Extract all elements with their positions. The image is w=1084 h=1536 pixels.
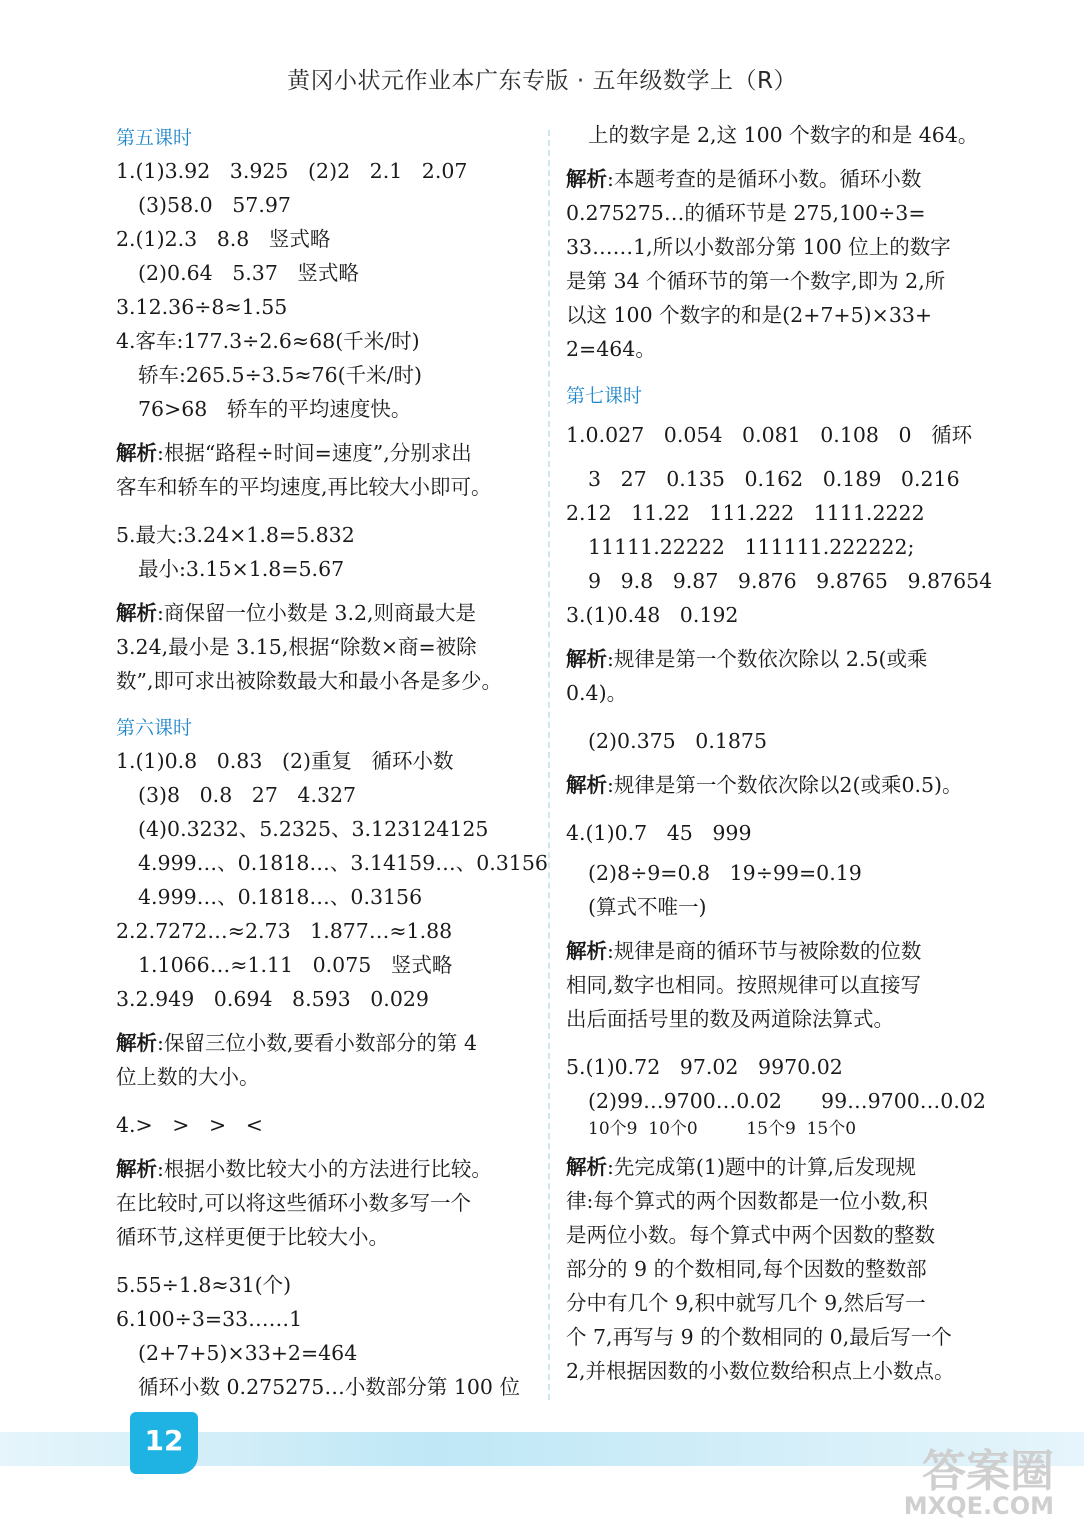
analysis-text: 个 7,再写与 9 的个数相同的 0,最后写一个 (566, 1325, 952, 1349)
analysis-text: 客车和轿车的平均速度,再比较大小即可。 (116, 475, 492, 499)
analysis-label: 解析 (116, 1157, 157, 1181)
analysis-label: 解析 (566, 773, 607, 797)
analysis-text: 出后面括号里的数及两道除法算式。 (566, 1007, 894, 1031)
answer-line: 5.55÷1.8≈31(个) (116, 1273, 292, 1297)
watermark-url: MXQE.COM (903, 1492, 1054, 1520)
analysis-text: :规律是商的循环节与被除数的位数 (607, 939, 922, 963)
answer-line: (2)8÷9=0.8 19÷99=0.19 (588, 861, 862, 885)
answer-line: 3.2.949 0.694 8.593 0.029 (116, 987, 429, 1011)
answer-line: 5.(1)0.72 97.02 9970.02 (566, 1055, 843, 1079)
analysis-label: 解析 (566, 1155, 607, 1179)
analysis-paragraph (566, 642, 978, 710)
answer-line: (3)8 0.8 27 4.327 (138, 783, 357, 807)
analysis-label: 解析 (566, 647, 607, 671)
analysis-text: :规律是第一个数依次除以2(或乘0.5)。 (607, 773, 963, 797)
answer-line: 4.> > > < (116, 1113, 263, 1137)
analysis-paragraph (116, 1152, 536, 1254)
answer-line: (算式不唯一) (588, 895, 707, 919)
answer-line: (2)0.64 5.37 竖式略 (138, 261, 359, 285)
analysis-paragraph (116, 596, 536, 698)
analysis-text: :根据小数比较大小的方法进行比较。 (157, 1157, 492, 1181)
watermark-logo (903, 1446, 1054, 1520)
answer-line: 4.(1)0.7 45 999 (566, 821, 752, 845)
analysis-paragraph (116, 436, 536, 504)
page-number: 12 (130, 1412, 198, 1474)
analysis-text: 部分的 9 的个数相同,每个因数的整数部 (566, 1257, 927, 1281)
answer-line: 9 9.8 9.87 9.876 9.8765 9.87654 (588, 569, 993, 593)
analysis-label: 解析 (116, 601, 157, 625)
column-divider (548, 130, 550, 1400)
answer-line: 2.12 11.22 111.222 1111.2222 (566, 501, 925, 525)
analysis-text: 位上数的大小。 (116, 1065, 260, 1089)
answer-line: (2)0.375 0.1875 (588, 729, 768, 753)
analysis-text: 相同,数字也相同。按照规律可以直接写 (566, 973, 922, 997)
answer-line: 3.(1)0.48 0.192 (566, 603, 739, 627)
answer-line: 4.客车:177.3÷2.6≈68(千米/时) (116, 329, 420, 353)
answer-line: 6.100÷3=33……1 (116, 1307, 303, 1331)
answer-line: 1.0.027 0.054 0.081 0.108 0 循环 (566, 423, 973, 447)
brace-labels: 10个9 10个0 15个9 15个0 (588, 1119, 857, 1139)
analysis-paragraph (566, 162, 978, 366)
analysis-paragraph (566, 934, 978, 1036)
analysis-label: 解析 (566, 167, 607, 191)
answer-line: (2+7+5)×33+2=464 (138, 1341, 358, 1365)
analysis-text: 3.24,最小是 3.15,根据“除数×商=被除 (116, 635, 477, 659)
analysis-label: 解析 (116, 441, 157, 465)
analysis-text: 数”,即可求出被除数最大和最小各是多少。 (116, 669, 502, 693)
analysis-text: 律:每个算式的两个因数都是一位小数,积 (566, 1189, 928, 1213)
answer-line: 1.1066…≈1.11 0.075 竖式略 (138, 953, 453, 977)
right-column (566, 118, 993, 1402)
analysis-text: :商保留一位小数是 3.2,则商最大是 (157, 601, 477, 625)
section-title-lesson5: 第五课时 (116, 127, 193, 149)
analysis-text: 2,并根据因数的小数位数给积点上小数点。 (566, 1359, 955, 1383)
analysis-text: 是第 34 个循环节的第一个数字,即为 2,所 (566, 269, 946, 293)
analysis-paragraph (566, 1150, 978, 1388)
section-title-lesson7: 第七课时 (566, 385, 643, 407)
analysis-paragraph (566, 768, 978, 802)
answer-line: 2.2.7272…≈2.73 1.877…≈1.88 (116, 919, 453, 943)
analysis-text: :本题考查的是循环小数。循环小数 (607, 167, 922, 191)
running-header: 黄冈小状元作业本广东专版 · 五年级数学上（R） (287, 68, 797, 94)
answer-line: 上的数字是 2,这 100 个数字的和是 464。 (588, 123, 979, 147)
answer-line: (3)58.0 57.97 (138, 193, 291, 217)
answer-line: 4.999…、0.1818…、0.3156 (138, 885, 423, 909)
answer-line: (2)99…9700…0.02 99…9700…0.02 (588, 1089, 986, 1113)
analysis-text: 0.275275…的循环节是 275,100÷3= (566, 201, 926, 225)
answer-line: (4)0.3232、5.2325、3.123124125 (138, 817, 489, 841)
left-column (116, 118, 548, 1404)
answer-line: 轿车:265.5÷3.5≈76(千米/时) (138, 363, 423, 387)
analysis-text: 在比较时,可以将这些循环小数多写一个 (116, 1191, 472, 1215)
analysis-text: 分中有几个 9,积中就写几个 9,然后写一 (566, 1291, 926, 1315)
analysis-text: :根据“路程÷时间=速度”,分别求出 (157, 441, 472, 465)
analysis-text: :先完成第(1)题中的计算,后发现规 (607, 1155, 916, 1179)
answer-line: 4.999…、0.1818…、3.14159…、0.3156 (138, 851, 548, 875)
analysis-text: 循环节,这样更便于比较大小。 (116, 1225, 390, 1249)
answer-line: 76>68 轿车的平均速度快。 (138, 397, 412, 421)
watermark-title: 答案圈 (922, 1446, 1054, 1497)
analysis-text: 是两位小数。每个算式中两个因数的整数 (566, 1223, 935, 1247)
section-title-lesson6: 第六课时 (116, 717, 193, 739)
answer-line: 11111.22222 111111.222222; (588, 535, 915, 559)
answer-line: 最小:3.15×1.8=5.67 (138, 557, 345, 581)
answer-line: 1.(1)0.8 0.83 (2)重复 循环小数 (116, 749, 454, 773)
analysis-text: :规律是第一个数依次除以 2.5(或乘 (607, 647, 928, 671)
analysis-text: 2=464。 (566, 337, 656, 361)
answer-line: 3 27 0.135 0.162 0.189 0.216 (588, 467, 960, 491)
answer-line: 2.(1)2.3 8.8 竖式略 (116, 227, 331, 251)
analysis-label: 解析 (566, 939, 607, 963)
analysis-label: 解析 (116, 1031, 157, 1055)
analysis-text: 以这 100 个数字的和是(2+7+5)×33+ (566, 303, 933, 327)
answer-line: 循环小数 0.275275…小数部分第 100 位 (138, 1375, 520, 1399)
answer-line: 5.最大:3.24×1.8=5.832 (116, 523, 355, 547)
answer-line: 1.(1)3.92 3.925 (2)2 2.1 2.07 (116, 159, 468, 183)
analysis-text: 0.4)。 (566, 681, 628, 705)
answer-line: 3.12.36÷8≈1.55 (116, 295, 288, 319)
analysis-text: :保留三位小数,要看小数部分的第 4 (157, 1031, 477, 1055)
analysis-text: 33……1,所以小数部分第 100 位上的数字 (566, 235, 951, 259)
analysis-paragraph (116, 1026, 536, 1094)
